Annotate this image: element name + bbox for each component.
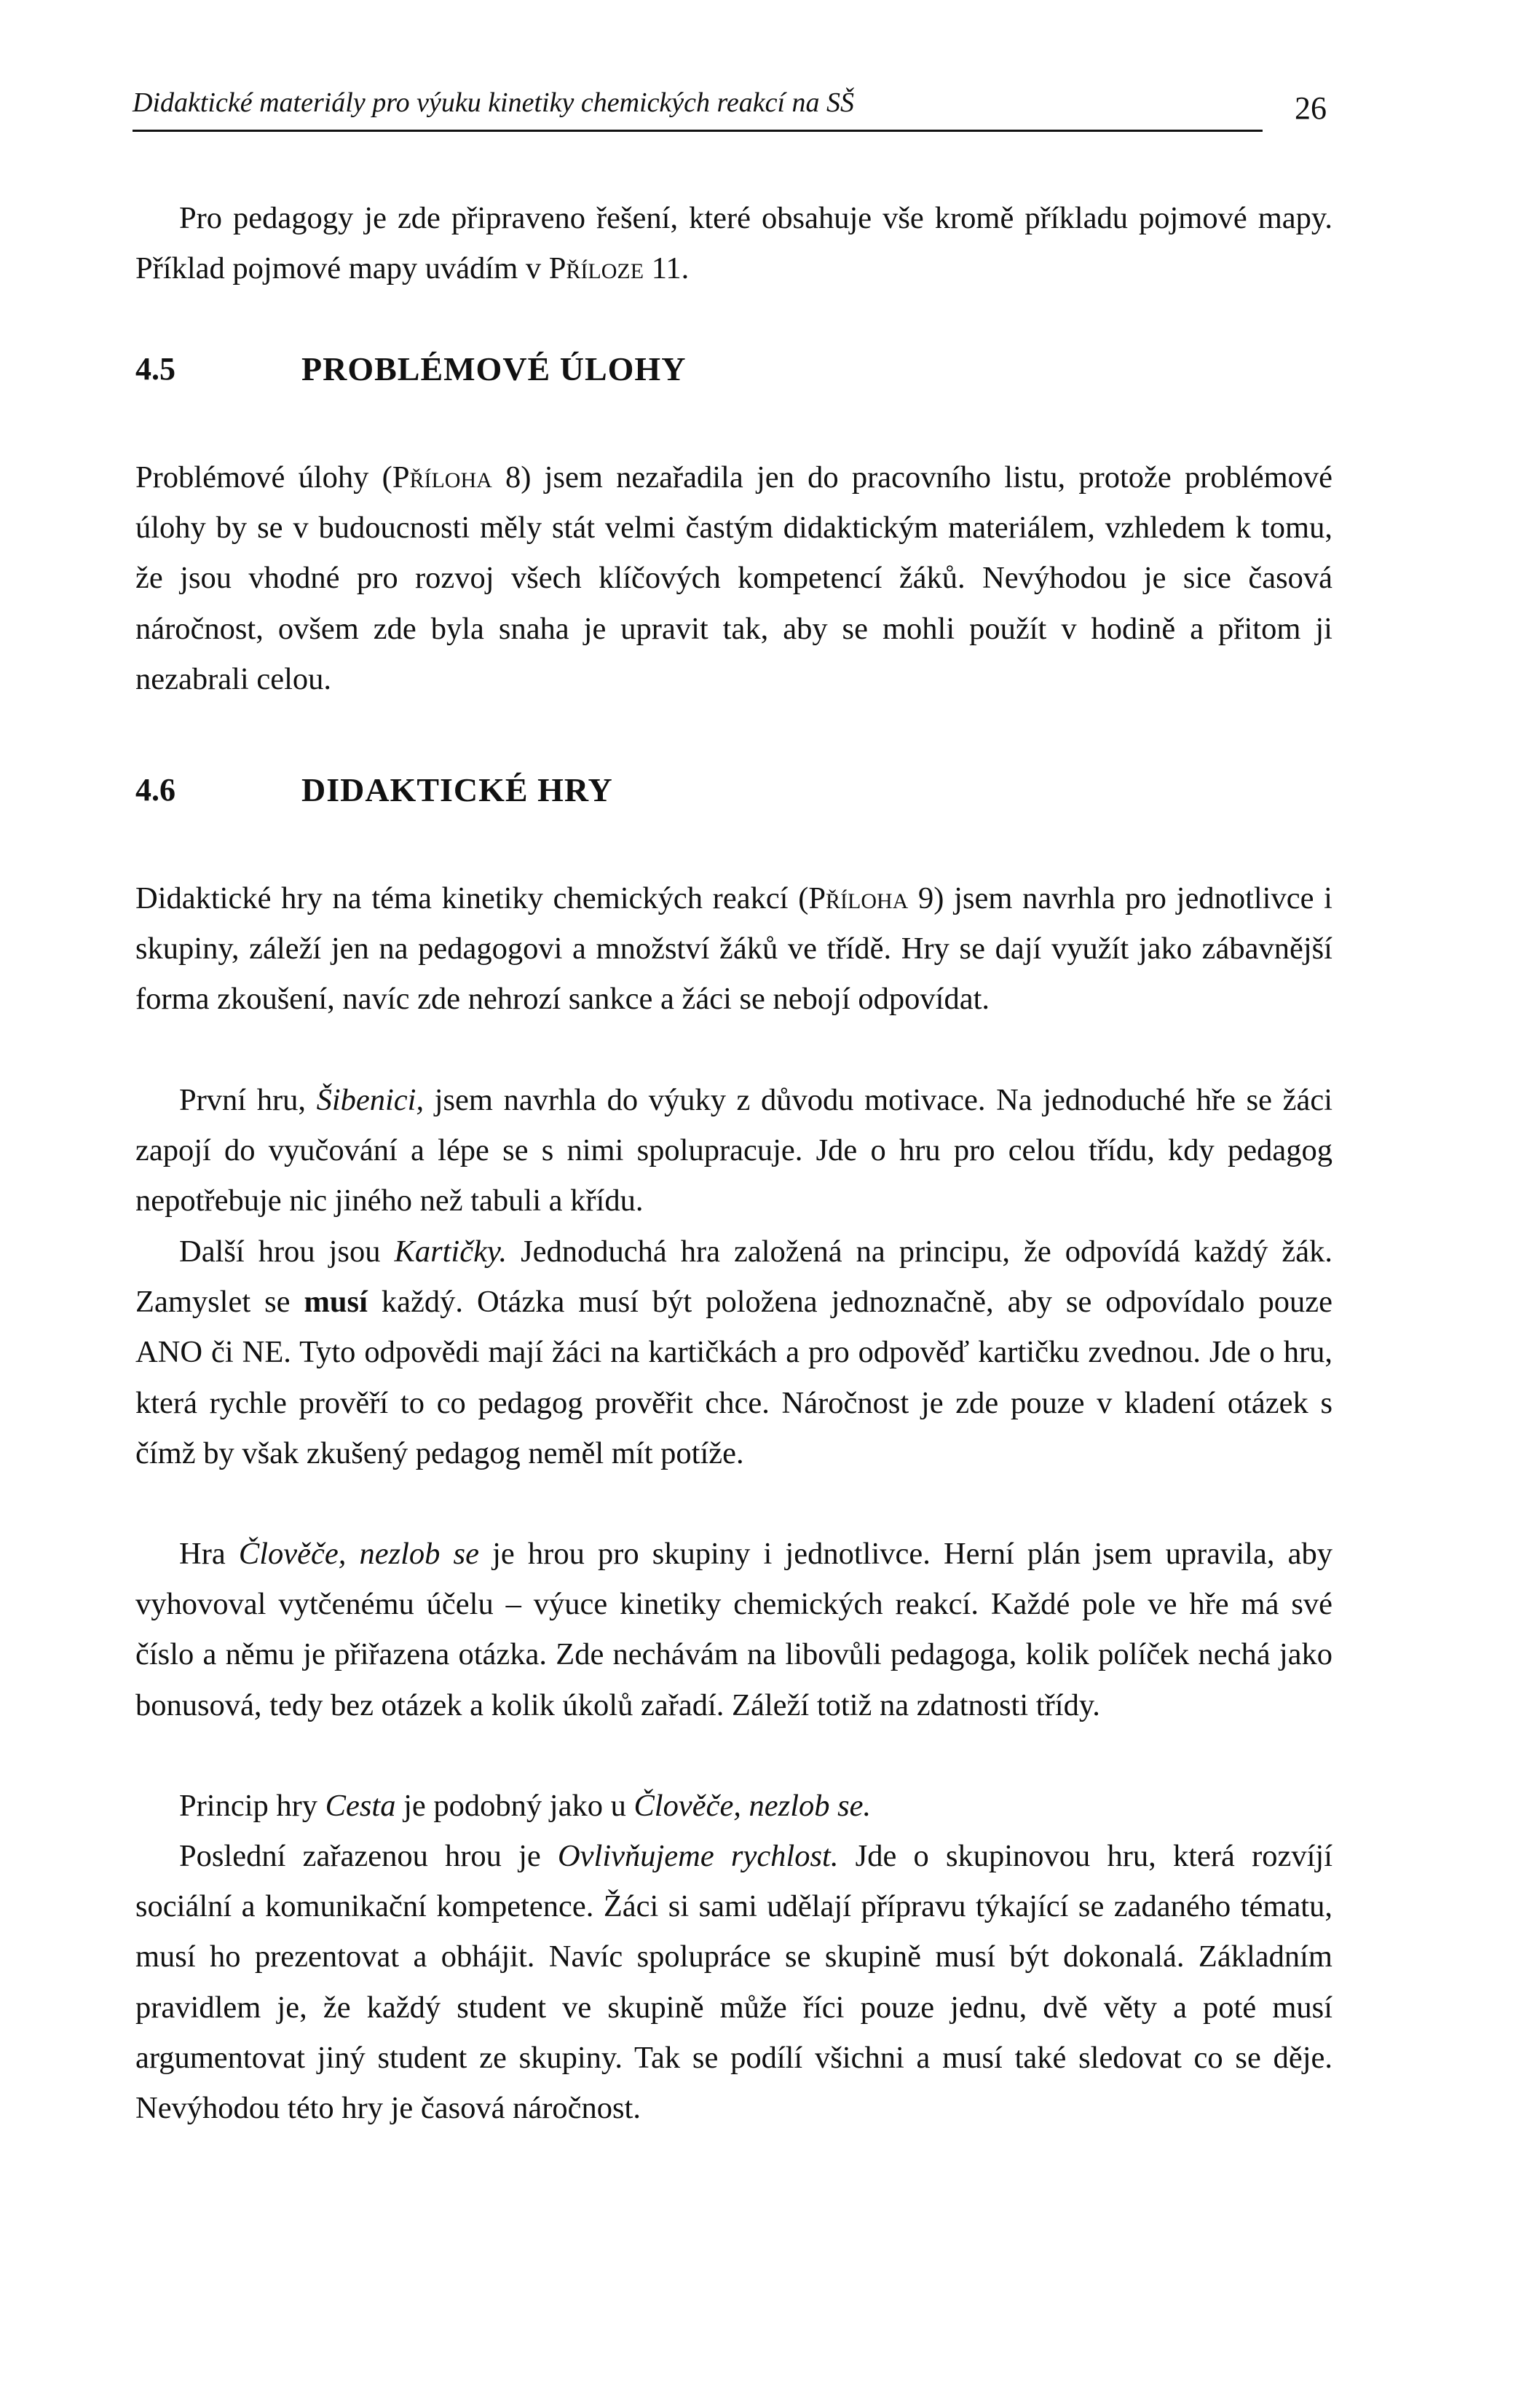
game-name: Kartičky. <box>394 1234 508 1269</box>
paragraph-text: 8) jsem nezařadila jen do pracovního listu, protože problémové úlohy by se v budoucnosti měly stát velmi častým didaktickým materiálem, vzhledem k tomu, že jsou vhodné pro rozvoj všech klíčových kompetencí žáků. Nevýhodou je sice časová náročnost, ovšem zde byla snaha je upravit tak, aby se mohli použít v hodině a přitom ji nezabrali celou. <box>135 460 1333 696</box>
paragraph-text: Hra <box>179 1537 239 1571</box>
paragraph-text: Didaktické hry na téma kinetiky chemických reakcí ( <box>135 881 809 915</box>
paragraph-text: každý. Otázka musí být položena jednoznačně, aby se odpovídalo pouze ANO či NE. Tyto odpovědi mají žáci na kartičkách a pro odpověď kartičku zvednou. Jde o hru, která rychle prověří to co pedagog prověřit chce. Náročnost je zde pouze v kladení otázek s čímž by však zkušený pedagog neměl mít potíže. <box>135 1285 1332 1470</box>
header-rule <box>133 130 1263 132</box>
game-name: Cesta <box>325 1789 396 1823</box>
section-4-6-paragraph-4 <box>135 1529 1332 1730</box>
paragraph-text: Jednoduchá hra založená na principu, že odpovídá každý žák. Zamyslet se <box>135 1234 1332 1320</box>
appendix-ref: Příloze <box>548 251 644 286</box>
section-4-6-paragraph-3 <box>135 1226 1332 1478</box>
paragraph-text: Problémové úlohy ( <box>135 460 392 495</box>
intro-paragraph <box>135 193 1332 294</box>
section-4-6-paragraph-1 <box>135 873 1332 1025</box>
running-header-title: Didaktické materiály pro výuku kinetiky chemických reakcí na SŠ <box>133 87 855 118</box>
appendix-ref-number: 11. <box>644 251 690 286</box>
appendix-ref: Příloha <box>808 881 909 915</box>
game-name: Člověče, nezlob se. <box>633 1789 872 1823</box>
section-4-5-paragraph <box>135 452 1332 704</box>
section-4-6-paragraph-6 <box>135 1831 1332 2133</box>
section-number-4-6: 4.6 <box>135 772 175 808</box>
section-number-4-5: 4.5 <box>135 351 175 387</box>
intro-text: Pro pedagogy je zde připraveno řešení, které obsahuje vše kromě příkladu pojmové mapy. Příklad pojmové mapy uvádím v <box>135 201 1332 286</box>
paragraph-text: Jde o skupinovou hru, která rozvíjí sociální a komunikační kompetence. Žáci si sami udělají přípravu týkající se zadaného tématu, musí ho prezentovat a obhájit. Navíc spolupráce se skupině musí být dokonalá. Základním pravidlem je, že každý student ve skupině může říci pouze jednu, dvě věty a poté musí argumentovat jiný student ze skupiny. Tak se podílí všichni a musí také sledovat co se děje. Nevýhodou této hry je časová náročnost. <box>135 1839 1333 2126</box>
appendix-ref: Příloha <box>392 460 492 495</box>
game-name: Ovlivňujeme rychlost. <box>557 1839 839 1873</box>
paragraph-text: Poslední zařazenou hrou je <box>179 1839 558 1873</box>
paragraph-text: První hru, <box>179 1083 317 1117</box>
game-name: Šibenici, <box>316 1083 425 1117</box>
emphasis-text: musí <box>304 1285 368 1320</box>
page-number: 26 <box>1295 90 1327 126</box>
paragraph-text: jsem navrhla do výuky z důvodu motivace. Na jednoduché hře se žáci zapojí do vyučování a lépe se s nimi spolupracuje. Jde o hru pro celou třídu, kdy pedagog nepotřebuje nic jiného než tabuli a křídu. <box>135 1083 1333 1218</box>
section-4-6-paragraph-2 <box>135 1075 1332 1226</box>
section-heading-4-6: DIDAKTICKÉ HRY <box>301 771 613 808</box>
section-4-6-paragraph-5 <box>135 1781 1332 1831</box>
paragraph-text: Princip hry <box>179 1789 325 1823</box>
paragraph-text: je hrou pro skupiny i jednotlivce. Herní plán jsem upravila, aby vyhovoval vytčenému účelu – výuce kinetiky chemických reakcí. Každé pole ve hře má své číslo a němu je přiřazena otázka. Zde nechávám na libovůli pedagoga, kolik políček nechá jako bonusová, tedy bez otázek a kolik úkolů zařadí. Záleží totiž na zdatnosti třídy. <box>135 1537 1332 1722</box>
paragraph-text: 9) jsem navrhla pro jednotlivce i skupiny, záleží jen na pedagogovi a množství žáků ve třídě. Hry se dají využít jako zábavnější forma zkoušení, navíc zde nehrozí sankce a žáci se nebojí odpovídat. <box>135 881 1332 1017</box>
paragraph-text: Další hrou jsou <box>179 1234 395 1269</box>
paragraph-text: je podobný jako u <box>395 1789 634 1823</box>
game-name: Člověče, nezlob se <box>238 1537 479 1571</box>
section-heading-4-5: PROBLÉMOVÉ ÚLOHY <box>301 350 687 387</box>
